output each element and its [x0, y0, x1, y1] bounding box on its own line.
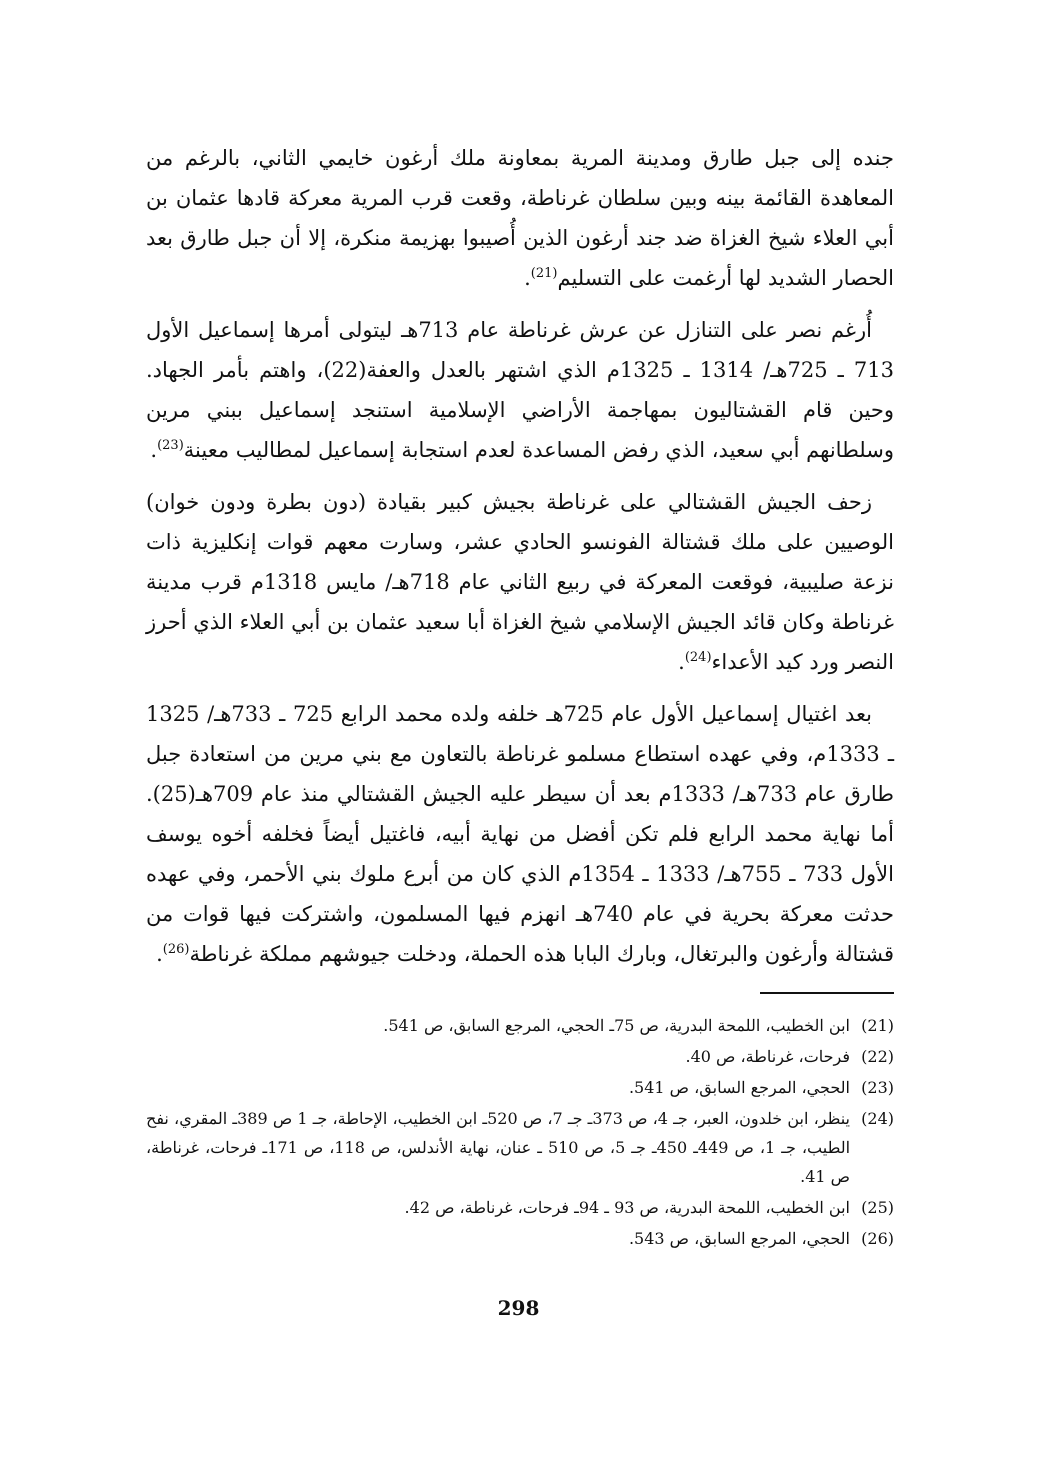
footnote-number: (26)	[861, 1229, 894, 1248]
footnote-reference: (24)	[684, 650, 712, 665]
footnote-reference: (26)	[162, 942, 190, 957]
paragraph-1	[146, 138, 894, 298]
footnote-reference: (23)	[157, 438, 184, 453]
paragraph-end: .	[524, 266, 531, 290]
footnote-text: ابن الخطيب، اللمحة البدرية، ص 93 ـ 94ـ فرحات، غرناطة، ص 42.	[404, 1198, 850, 1217]
footnote-number: (22)	[861, 1047, 894, 1066]
footnote-number: (25)	[861, 1198, 894, 1217]
footnote-item	[146, 1073, 894, 1102]
paragraph-end: .	[678, 650, 685, 674]
footnotes	[146, 1011, 894, 1255]
footnote-text: الحجي، المرجع السابق، ص 543.	[628, 1229, 850, 1248]
footnote-item	[146, 1224, 894, 1253]
footnote-text: ينظر، ابن خلدون، العبر، جـ 4، ص 373ـ جـ 7، ص 520ـ ابن الخطيب، الإحاطة، جـ 1 ص 389ـ المقري، نفح الطيب، جـ 1، ص 449ـ 450ـ جـ 5، ص 510 ـ عنان، نهاية الأندلس، ص 118، ص 171ـ فرحات، غرناطة، ص 41.	[146, 1109, 851, 1186]
footnote-reference: (21)	[530, 266, 558, 281]
footnote-item	[146, 1011, 894, 1040]
footnote-separator	[760, 992, 894, 994]
footnote-item	[146, 1193, 894, 1222]
paragraph-4	[146, 694, 894, 974]
paragraph-text: جنده إلى جبل طارق ومدينة المرية بمعاونة ملك أرغون خايمي الثاني، بالرغم من المعاهدة القائمة بينه وبين سلطان غرناطة، وقعت قرب المرية معركة قادها عثمان بن أبي العلاء شيخ الغزاة ضد جند أرغون الذين أُصيبوا بهزيمة منكرة، إلا أن جبل طارق بعد الحصار الشديد لها أرغمت على التسليم	[146, 146, 894, 290]
footnote-text: ابن الخطيب، اللمحة البدرية، ص 75ـ الحجي، المرجع السابق، ص 541.	[383, 1016, 850, 1035]
paragraph-text: أُرغم نصر على التنازل عن عرش غرناطة عام 713هـ ليتولى أمرها إسماعيل الأول 713 ـ 725هـ/ 1314 ـ 1325م الذي اشتهر بالعدل والعفة(22)، واهتم بأمر الجهاد. وحين قام القشتاليون بمهاجمة الأراضي الإسلامية استنجد إسماعيل ببني مرين وسلطانهم أبي سعيد، الذي رفض المساعدة لعدم استجابة إسماعيل لمطاليب معينة	[146, 318, 894, 462]
paragraph-text: بعد اغتيال إسماعيل الأول عام 725هـ خلفه ولده محمد الرابع 725 ـ 733هـ/ 1325 ـ 1333م، وفي عهده استطاع مسلمو غرناطة بالتعاون مع بني مرين من استعادة جبل طارق عام 733هـ/ 1333م بعد أن سيطر عليه الجيش القشتالي منذ عام 709هـ(25). أما نهاية محمد الرابع فلم تكن أفضل من نهاية أبيه، فاغتيل أيضاً فخلفه أخوه يوسف الأول 733 ـ 755هـ/ 1333 ـ 1354م الذي كان من أبرع ملوك بني الأحمر، وفي عهده حدثت معركة بحرية في عام 740هـ انهزم فيها المسلمون، واشتركت فيها قوات من قشتالة وأرغون والبرتغال، وبارك البابا هذه الحملة، ودخلت جيوشهم مملكة غرناطة	[146, 702, 895, 966]
paragraph-3	[146, 482, 894, 682]
paragraph-text: زحف الجيش القشتالي على غرناطة بجيش كبير بقيادة (دون بطرة ودون خوان) الوصيين على ملك قشتالة الفونسو الحادي عشر، وسارت معهم قوات إنكليزية ذات نزعة صليبية، فوقعت المعركة في ربيع الثاني عام 718هـ/ مايس 1318م قرب مدينة غرناطة وكان قائد الجيش الإسلامي شيخ الغزاة أبا سعيد عثمان بن أبي العلاء الذي أحرز النصر ورد كيد الأعداء	[146, 490, 894, 674]
footnote-item	[146, 1042, 894, 1071]
main-text	[146, 138, 894, 986]
footnote-text: الحجي، المرجع السابق، ص 541.	[628, 1078, 850, 1097]
footnote-number: (23)	[861, 1078, 894, 1097]
paragraph-end: .	[156, 942, 163, 966]
footnote-number: (24)	[861, 1109, 894, 1128]
footnote-text: فرحات، غرناطة، ص 40.	[685, 1047, 850, 1066]
footnote-item	[146, 1104, 894, 1191]
page-number: 298	[497, 1296, 540, 1320]
paragraph-2	[146, 310, 894, 470]
paragraph-end: .	[150, 438, 158, 462]
footnote-number: (21)	[861, 1016, 894, 1035]
